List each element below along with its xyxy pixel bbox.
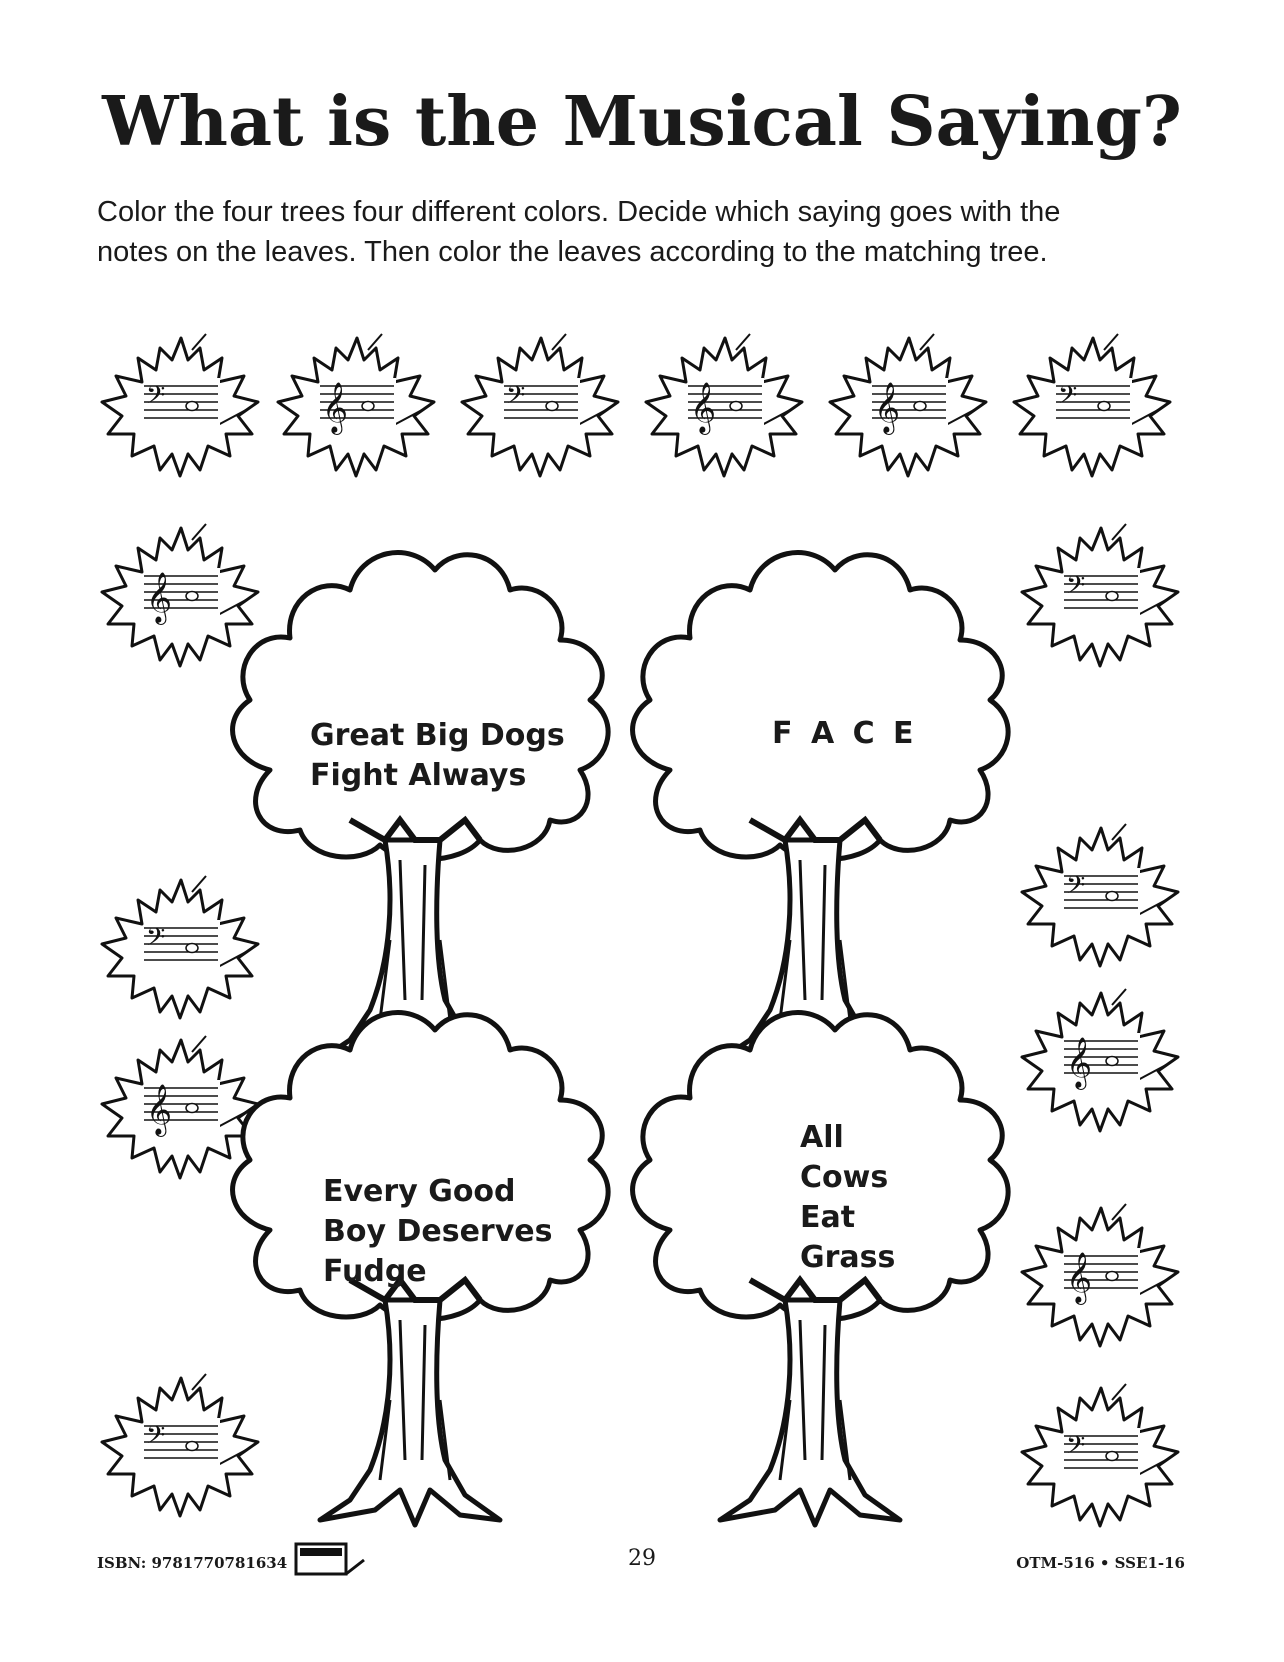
- product-code: OTM-516 • SSE1-16: [1016, 1554, 1185, 1572]
- instructions-text: Color the four trees four different colors. Decide which saying goes with the notes on the leaves. Then color the leaves according to the matching tree.: [97, 196, 1061, 268]
- maple-leaf-icon: [1016, 820, 1186, 970]
- bass-clef-icon: 𝄢: [146, 381, 166, 416]
- tree-3-saying: [323, 1172, 552, 1292]
- isbn-label: ISBN: 9781770781634: [97, 1554, 288, 1572]
- bass-clef-icon: 𝄢: [1066, 1431, 1086, 1466]
- treble-clef-icon: 𝄞: [1066, 1252, 1093, 1303]
- maple-leaf-icon: [96, 330, 266, 480]
- maple-leaf-icon: [1016, 985, 1186, 1135]
- bass-clef-icon: 𝄢: [506, 381, 526, 416]
- maple-leaf-icon: [272, 330, 442, 480]
- saying-line: Great Big Dogs: [310, 718, 565, 753]
- saying-line: Fight Always: [310, 758, 527, 793]
- maple-leaf-icon: [824, 330, 994, 480]
- page-title: What is the Musical Saying?: [102, 82, 1182, 162]
- saying-line: Boy Deserves: [323, 1214, 553, 1249]
- maple-leaf-icon: [1016, 1380, 1186, 1530]
- tree-4-saying: [800, 1118, 895, 1278]
- maple-leaf-icon: [1016, 520, 1186, 670]
- bass-clef-icon: 𝄢: [146, 1421, 166, 1456]
- treble-clef-icon: 𝄞: [1066, 1037, 1093, 1088]
- saying-line: F A C E: [772, 716, 918, 751]
- treble-clef-icon: 𝄞: [690, 382, 717, 433]
- saying-line: Every Good: [323, 1174, 516, 1209]
- treble-clef-icon: 𝄞: [146, 1084, 173, 1135]
- maple-leaf-icon: [1016, 1200, 1186, 1350]
- saying-line: Grass: [800, 1240, 896, 1275]
- bass-clef-icon: 𝄢: [1058, 381, 1078, 416]
- tree-1-saying: [310, 716, 565, 796]
- treble-clef-icon: 𝄞: [146, 572, 173, 623]
- saying-line: All: [800, 1120, 844, 1155]
- treble-clef-icon: 𝄞: [874, 382, 901, 433]
- maple-leaf-icon: [456, 330, 626, 480]
- saying-line: Fudge: [323, 1254, 427, 1289]
- saying-line: Eat: [800, 1200, 856, 1235]
- bass-clef-icon: 𝄢: [1066, 571, 1086, 606]
- bass-clef-icon: 𝄢: [146, 923, 166, 958]
- tree-2-saying: [772, 714, 918, 754]
- bass-clef-icon: 𝄢: [1066, 871, 1086, 906]
- treble-clef-icon: 𝄞: [322, 382, 349, 433]
- maple-leaf-icon: [1008, 330, 1178, 480]
- maple-leaf-icon: [640, 330, 810, 480]
- page-number: 29: [628, 1546, 656, 1571]
- saying-line: Cows: [800, 1160, 889, 1195]
